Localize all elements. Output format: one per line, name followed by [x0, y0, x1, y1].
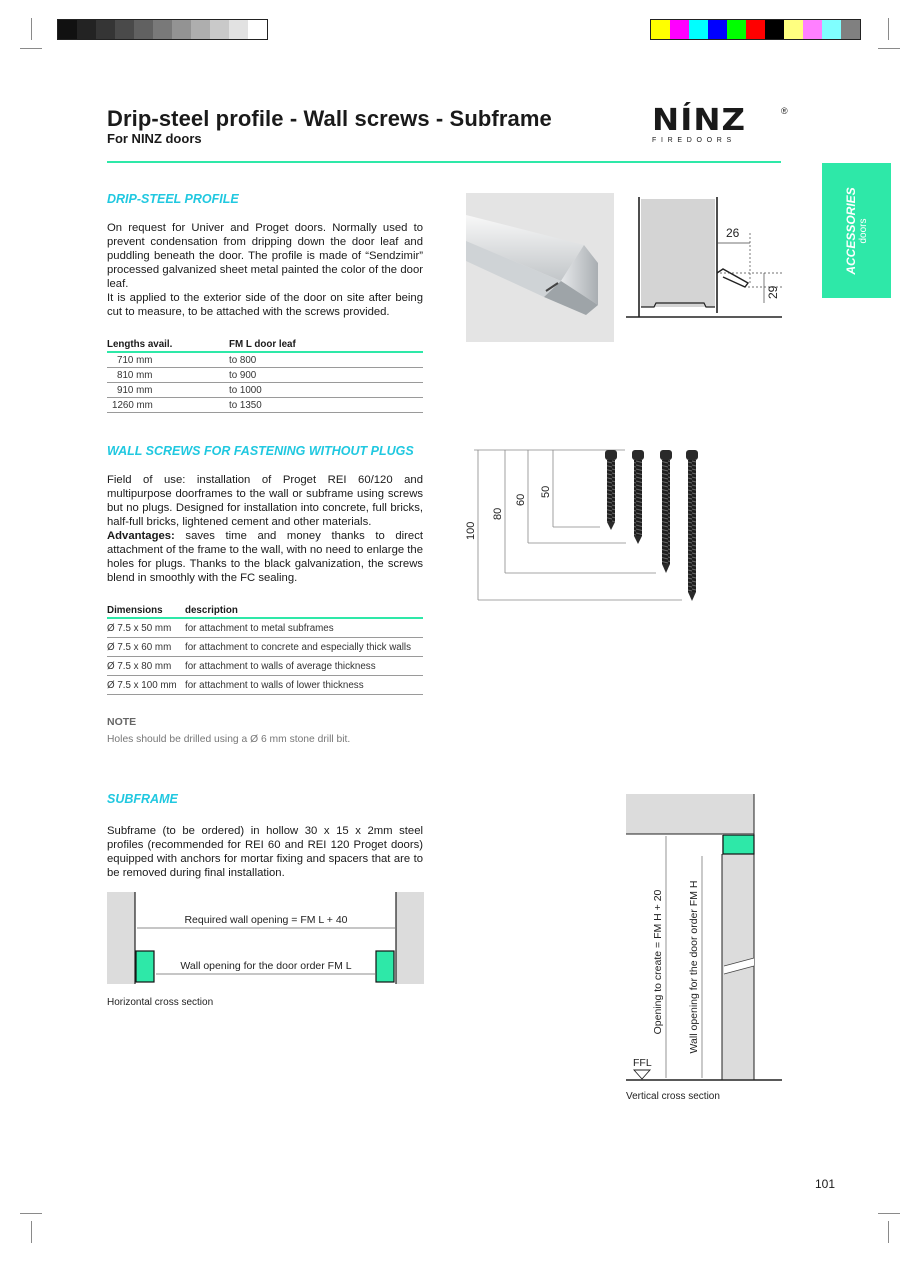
column-header: Lengths avail.: [107, 339, 229, 352]
column-header: FM L door leaf: [229, 339, 423, 352]
screws-para-1: Field of use: installation of Proget REI 60/120 and multipurpose doorframes to the wall or subframe using screws but no plugs. Designed for installation into concrete, full bricks, half-full bricks, lightened cement and other materials.: [107, 474, 423, 528]
table-cell: Ø 7.5 x 60 mm: [107, 638, 185, 657]
table-header-row: [107, 605, 423, 618]
note-label: NOTE: [107, 716, 137, 728]
crop-mark: [20, 1213, 42, 1214]
crop-mark: [878, 1213, 900, 1214]
dim-80-label: 80: [492, 507, 504, 520]
screws-description: [107, 473, 423, 585]
vertical-section-caption: Vertical cross section: [626, 1091, 720, 1102]
screws-heading: WALL SCREWS FOR FASTENING WITHOUT PLUGS: [107, 444, 414, 458]
table-cell: Ø 7.5 x 50 mm: [107, 618, 185, 638]
ninz-logo: [652, 103, 788, 148]
gray-swatch: [210, 20, 229, 39]
crop-mark: [31, 18, 32, 40]
logo-wordmark: NÍNZ: [652, 103, 747, 138]
table-row: [107, 638, 423, 657]
subframe-heading: SUBFRAME: [107, 792, 178, 806]
color-swatch: [689, 20, 708, 39]
screw-100: [686, 450, 698, 601]
table-cell: 1260 mm: [107, 398, 229, 413]
table-cell: to 1000: [229, 383, 423, 398]
advantages-text: saves time and money thanks to direct attachment of the frame to the wall, with no need to enlarge the holes for plugs. Thanks to the black galvanization, the screws blend in smoothly with the FC sealing.: [107, 530, 423, 584]
ffl-label: FFL: [633, 1057, 652, 1069]
opening-to-create-label: Opening to create = FM H + 20: [652, 889, 664, 1035]
drip-description: [107, 221, 423, 319]
crop-mark: [20, 48, 42, 49]
ffl-marker-icon: [634, 1070, 650, 1079]
door-opening-height-label: Wall opening for the door order FM H: [688, 880, 700, 1054]
column-header: description: [185, 605, 423, 618]
drip-lengths-table: [107, 339, 423, 413]
logo-subtext: FIREDOORS: [652, 137, 736, 144]
section-tab-label: ACCESSORIES: [843, 186, 858, 275]
color-swatch: [670, 20, 689, 39]
table-cell: 910 mm: [107, 383, 229, 398]
gray-swatch: [229, 20, 248, 39]
screws-drawing: [460, 444, 710, 608]
subframe-description: Subframe (to be ordered) in hollow 30 x 15 x 2mm steel profiles (recommended for REI 60 and REI 120 Proget doors) equipped with anchors for mortar fixing and spacers that are to be removed during final installation.: [107, 825, 423, 879]
color-swatch: [803, 20, 822, 39]
door-opening-label: Wall opening for the door order FM L: [180, 960, 352, 972]
table-row: [107, 368, 423, 383]
screw-80: [660, 450, 672, 573]
dim-50-label: 50: [540, 485, 552, 498]
gray-swatch: [172, 20, 191, 39]
grayscale-calibration-strip: [57, 19, 268, 40]
gray-swatch: [134, 20, 153, 39]
crop-mark: [888, 18, 889, 40]
table-cell: to 900: [229, 368, 423, 383]
table-cell: for attachment to concrete and especially thick walls: [185, 638, 423, 657]
color-swatch: [841, 20, 860, 39]
crop-mark: [888, 1221, 889, 1243]
dim-60-label: 60: [515, 493, 527, 506]
table-cell: to 1350: [229, 398, 423, 413]
gray-swatch: [77, 20, 96, 39]
table-cell: 710 mm: [107, 352, 229, 368]
gray-swatch: [115, 20, 134, 39]
gray-swatch: [153, 20, 172, 39]
table-cell: Ø 7.5 x 80 mm: [107, 657, 185, 676]
table-row: [107, 676, 423, 695]
gray-swatch: [191, 20, 210, 39]
table-row: [107, 618, 423, 638]
color-swatch: [651, 20, 670, 39]
horizontal-section-caption: Horizontal cross section: [107, 997, 214, 1008]
screw-50: [605, 450, 617, 530]
color-swatch: [708, 20, 727, 39]
drip-para-1: On request for Univer and Proget doors. Normally used to prevent condensation from dripping down the door leaf and puddling beneath the door. The profile is made of “Sendzimir” processed galvanized sheet metal painted the color of the door leaf.: [107, 222, 423, 290]
header-rule: [107, 161, 781, 163]
table-cell: Ø 7.5 x 100 mm: [107, 676, 185, 695]
dim-width-label: 26: [726, 226, 740, 240]
color-swatch: [822, 20, 841, 39]
color-swatch: [746, 20, 765, 39]
screw-60: [632, 450, 644, 544]
section-tab-sublabel: doors: [857, 217, 869, 244]
dim-100-label: 100: [465, 521, 477, 540]
section-tab: [822, 163, 891, 298]
note-text: Holes should be drilled using a Ø 6 mm stone drill bit.: [107, 734, 351, 745]
page-title: Drip-steel profile - Wall screws - Subframe: [107, 106, 552, 131]
color-calibration-strip: [650, 19, 861, 40]
table-row: [107, 398, 423, 413]
drip-profile-drawing: [624, 193, 784, 325]
advantages-label: Advantages:: [107, 530, 175, 542]
section-tab-text: [845, 187, 869, 274]
screws-dimensions-table: [107, 605, 423, 695]
color-swatch: [727, 20, 746, 39]
required-opening-label: Required wall opening = FM L + 40: [184, 914, 348, 926]
crop-mark: [31, 1221, 32, 1243]
table-header-row: [107, 339, 423, 352]
table-cell: 810 mm: [107, 368, 229, 383]
gray-swatch: [96, 20, 115, 39]
page-number: 101: [815, 1177, 836, 1191]
table-row: [107, 383, 423, 398]
drip-profile-photo: [466, 193, 614, 342]
dim-height-label: 29: [766, 285, 780, 299]
table-row: [107, 657, 423, 676]
gray-swatch: [248, 20, 267, 39]
crop-mark: [878, 48, 900, 49]
gray-swatch: [58, 20, 77, 39]
column-header: Dimensions: [107, 605, 185, 618]
registered-mark: ®: [781, 106, 788, 116]
drip-heading: DRIP-STEEL PROFILE: [107, 192, 239, 206]
color-swatch: [765, 20, 784, 39]
table-cell: for attachment to walls of lower thickness: [185, 676, 423, 695]
drip-para-2: It is applied to the exterior side of the door on site after being cut to measure, to be attached with the screws provided.: [107, 292, 423, 318]
page-subtitle: For NINZ doors: [107, 131, 202, 146]
drip-profile-render: [466, 193, 614, 342]
table-row: [107, 352, 423, 368]
table-cell: for attachment to metal subframes: [185, 618, 423, 638]
table-cell: to 800: [229, 352, 423, 368]
horizontal-cross-section: [106, 892, 426, 988]
table-cell: for attachment to walls of average thickness: [185, 657, 423, 676]
color-swatch: [784, 20, 803, 39]
vertical-cross-section: [620, 792, 790, 1088]
